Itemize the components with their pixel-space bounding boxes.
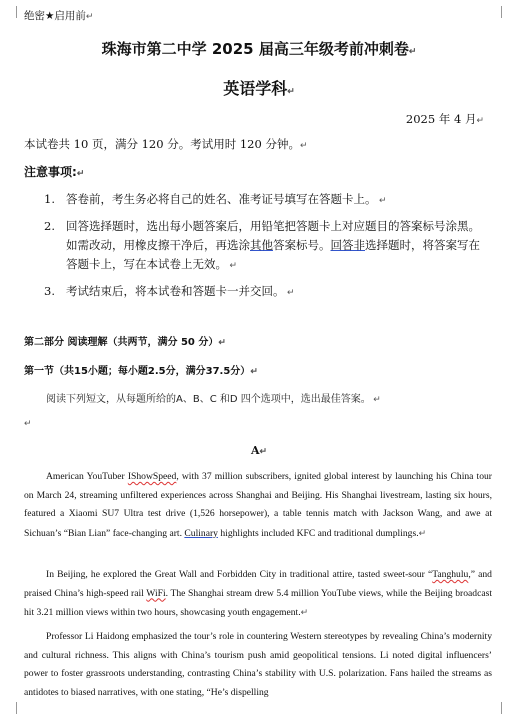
part-heading: 第二部分 阅读理解（共两节，满分 50 分）↵ [24,337,226,348]
section-heading: 第一节（共15小题；每小题2.5分，满分37.5分）↵ [24,366,258,377]
passage-paragraph-3: Professor Li Haidong emphasized the tour’s role in countering Western stereotypes by revealing China’s modernity and cultural richness. This aligns with China’s tourism push amid geopolitical tensions. Li noted digital influencers’ power to foster grassroots understanding, contrasting China’s stability with U.S. polarization. Fans hailed the streams as antidotes to biased narratives, with one stating, “He’s dispelling [24,631,492,698]
exam-info: 本试卷共 10 页，满分 120 分。考试用时 120 分钟。↵ [24,137,308,151]
notice-item-text: 考试结束后，将本试卷和答题卡一并交回。 [66,284,285,298]
passage-paragraph-2: In Beijing, he explored the Great Wall and Forbidden City in traditional attire, tasted sweet-sour “Tanghulu,” and praised China’s high-speed rail WiFi. The Shanghai stream drew 5.4 million YouTube views, while the Beijing broadcast hit 3.21 million views within two hours, showcasing youth engagement.↵ [24,569,492,619]
notice-item-number: 2. [44,219,55,233]
notice-item-number: 1. [44,192,55,206]
notice-item-1: 1. 答卷前，考生务必将自己的姓名、准考证号填写在答题卡上。 ↵ [44,190,490,210]
section-instruction: 阅读下列短文，从每题所给的A、B、C 和D 四个选项中，选出最佳答案。 ↵ [46,394,381,405]
exam-title: 珠海市第二中学 2025 届高三年级考前冲刺卷↵ [101,40,417,58]
notice-heading: 注意事项:↵ [24,165,85,179]
notice-item-2: 2. 回答选择题时，选出每小题答案后，用铅笔把答题卡上对应题目的答案标号涂黑。如需改动，用橡皮擦干净后，再选涂其他答案标号。回答非选择题时，将答案写在答题卡上，写在本试卷上无效。 ↵ [44,219,480,271]
notice-item-3: 3. 考试结束后，将本试卷和答题卡一并交回。 ↵ [44,282,490,302]
crop-mark-bottom-left [16,702,29,714]
confidential-label: 绝密★启用前↵ [24,10,94,22]
notice-item-text: 答卷前，考生务必将自己的姓名、准考证号填写在答题卡上。 [66,192,377,206]
passage-label: A↵ [250,444,268,457]
passage-paragraph-1: American YouTuber IShowSpeed, with 37 million subscribers, ignited global interest by launching his China tour on March 24, streaming unfiltered experiences across Shanghai and Beijing. His Shanghai livestream, lasting six hours, featured a Xiaomi SU7 Ultra test drive (1,526 horsepower), a table tennis match with Jackson Wang, and awe at Sichuan’s “Bian Lian” face-changing art. Culinary highlights included KFC and traditional dumplings.↵ [24,471,492,539]
notice-item-number: 3. [44,284,55,298]
exam-date: 2025 年 4 月↵ [405,112,484,126]
paragraph-mark: ↵ [24,418,32,428]
crop-mark-top-right [489,6,502,18]
crop-mark-bottom-right [489,702,502,714]
subject-title: 英语学科↵ [223,79,295,98]
